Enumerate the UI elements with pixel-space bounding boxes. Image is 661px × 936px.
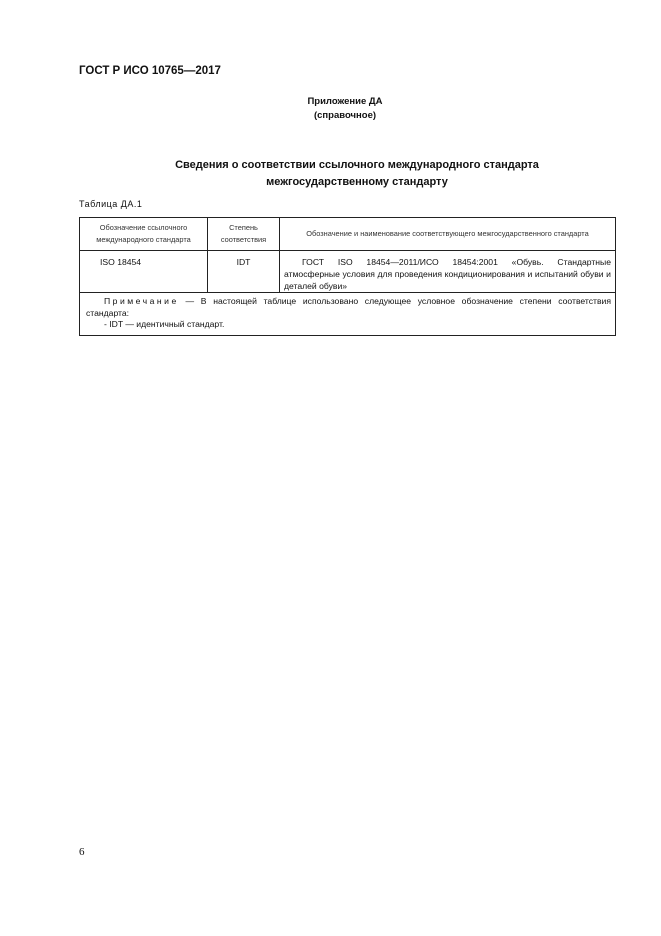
table-note-row <box>80 293 616 336</box>
table-row <box>80 251 616 293</box>
note-text: — В настоящей таблице использовано следующее условное обозначение степени соответствия стандарта: <box>86 296 612 318</box>
degree-cell: IDT <box>208 251 280 293</box>
appendix-heading <box>245 95 445 123</box>
correspondence-table <box>79 217 616 336</box>
column-header: Степень соответствия <box>208 218 280 251</box>
column-header: Обозначение и наименование соответствующего межгосударственного стандарта <box>280 218 616 251</box>
national-standard-cell: ГОСТ ISO 18454—2011/ИСО 18454:2001 «Обувь. Стандартные атмосферные условия для проведения кондиционирования и испытаний обуви и деталей обуви» <box>280 251 616 293</box>
note-label: Примечание <box>104 296 179 306</box>
column-header: Обозначение ссылочного международного стандарта <box>80 218 208 251</box>
appendix-type: (справочное) <box>313 110 377 121</box>
table-caption: Таблица ДА.1 <box>79 199 143 209</box>
document-header: ГОСТ Р ИСО 10765—2017 <box>79 65 221 77</box>
note-item: - IDT — идентичный стандарт. <box>104 319 225 329</box>
table-note <box>80 293 616 336</box>
title-line-2: межгосударственному стандарту <box>266 176 448 188</box>
table-header-row <box>80 218 616 251</box>
appendix-label: Приложение ДА <box>307 96 383 107</box>
ref-standard-cell: ISO 18454 <box>80 251 208 293</box>
title-line-1: Сведения о соответствии ссылочного международного стандарта <box>175 159 539 171</box>
section-title <box>100 157 614 191</box>
page-number: 6 <box>79 846 85 858</box>
